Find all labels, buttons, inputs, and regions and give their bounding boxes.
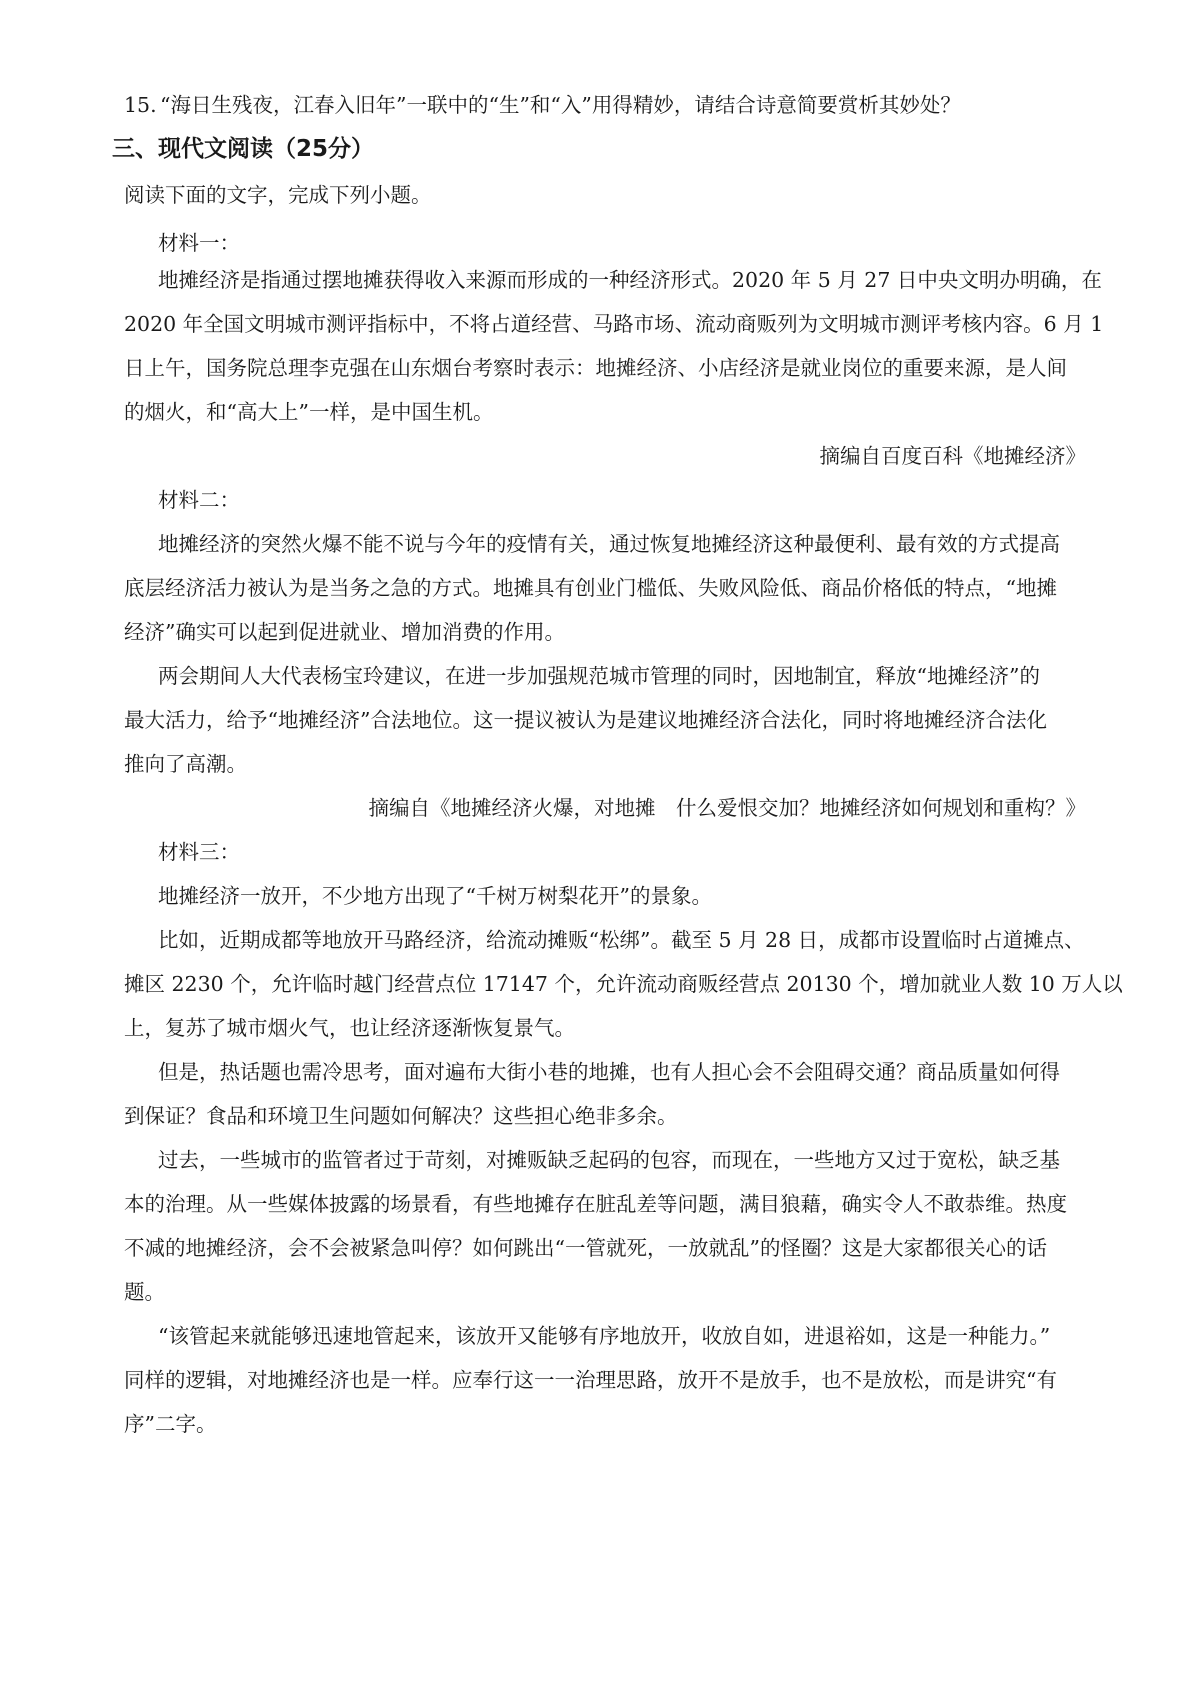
material-2-para1-line: 地摊经济的突然火爆不能不说与今年的疫情有关，通过恢复地摊经济这种最便利、最有效的方式提高 [158, 532, 1060, 556]
material-3-para1: 地摊经济一放开，不少地方出现了“千树万树梨花开”的景象。 [158, 884, 712, 908]
material-2-para2-line: 最大活力，给予“地摊经济”合法地位。这一提议被认为是建议地摊经济合法化，同时将地摊经济合法化 [124, 708, 1047, 732]
material-3-para4-line: 题。 [124, 1280, 165, 1304]
material-2-label: 材料二： [158, 488, 240, 512]
material-1-line: 地摊经济是指通过摆地摊获得收入来源而形成的一种经济形式。2020 年 5 月 27 日中央文明办明确，在 [158, 268, 1102, 292]
material-2-source: 摘编自《地摊经济火爆，对地摊 什么爱恨交加？地摊经济如何规划和重构？》 [368, 796, 1086, 820]
material-3-para3-line: 但是，热话题也需冷思考，面对遍布大街小巷的地摊，也有人担心会不会阻碍交通？商品质量如何得 [158, 1060, 1060, 1084]
material-1-label: 材料一： [158, 231, 240, 255]
material-3-label: 材料三： [158, 840, 240, 864]
material-1-line: 日上午，国务院总理李克强在山东烟台考察时表示：地摊经济、小店经济是就业岗位的重要来源，是人间 [124, 356, 1067, 380]
material-2-para1-line: 经济”确实可以起到促进就业、增加消费的作用。 [124, 620, 565, 644]
material-2-para1-line: 底层经济活力被认为是当务之急的方式。地摊具有创业门槛低、失败风险低、商品价格低的特点，“地摊 [124, 576, 1057, 600]
material-3-para4-line: 本的治理。从一些媒体披露的场景看，有些地摊存在脏乱差等问题，满目狼藉，确实令人不敢恭维。热度 [124, 1192, 1067, 1216]
material-3-para5-line: 序”二字。 [124, 1412, 217, 1436]
question-number: 15. [124, 93, 157, 117]
material-3-para5-line: 同样的逻辑，对地摊经济也是一样。应奉行这一一治理思路，放开不是放手，也不是放松，而是讲究“有 [124, 1368, 1057, 1392]
material-3-para5-line: “该管起来就能够迅速地管起来，该放开又能够有序地放开，收放自如，进退裕如，这是一种能力。” [158, 1324, 1051, 1348]
material-3-para2-line: 比如，近期成都等地放开马路经济，给流动摊贩“松绑”。截至 5 月 28 日，成都市设置临时占道摊点、 [158, 928, 1085, 952]
section-heading: 三、现代文阅读（25分） [112, 136, 375, 162]
question-15 [124, 90, 961, 120]
material-3-para4-line: 过去，一些城市的监管者过于苛刻，对摊贩缺乏起码的包容，而现在，一些地方又过于宽松，缺乏基 [158, 1148, 1060, 1172]
material-3-para4-line: 不减的地摊经济，会不会被紧急叫停？如何跳出“一管就死，一放就乱”的怪圈？这是大家都很关心的话 [124, 1236, 1047, 1260]
material-1-line: 的烟火，和“高大上”一样，是中国生机。 [124, 400, 494, 424]
material-3-para3-line: 到保证？食品和环境卫生问题如何解决？这些担心绝非多余。 [124, 1104, 678, 1128]
material-1-line: 2020 年全国文明城市测评指标中，不将占道经营、马路市场、流动商贩列为文明城市测评考核内容。6 月 1 [124, 312, 1104, 336]
material-1-source: 摘编自百度百科《地摊经济》 [819, 444, 1086, 468]
section-instruction: 阅读下面的文字，完成下列小题。 [124, 183, 432, 207]
material-3-para2-line: 摊区 2230 个，允许临时越门经营点位 17147 个，允许流动商贩经营点 20130 个，增加就业人数 10 万人以 [124, 972, 1123, 996]
question-text: “海日生残夜，江春入旧年”一联中的“生”和“入”用得精妙，请结合诗意简要赏析其妙处？ [160, 93, 961, 117]
material-2-para2-line: 两会期间人大代表杨宝玲建议，在进一步加强规范城市管理的同时，因地制宜，释放“地摊经济”的 [158, 664, 1040, 688]
material-2-para2-line: 推向了高潮。 [124, 752, 247, 776]
material-3-para2-line: 上，复苏了城市烟火气，也让经济逐渐恢复景气。 [124, 1016, 575, 1040]
